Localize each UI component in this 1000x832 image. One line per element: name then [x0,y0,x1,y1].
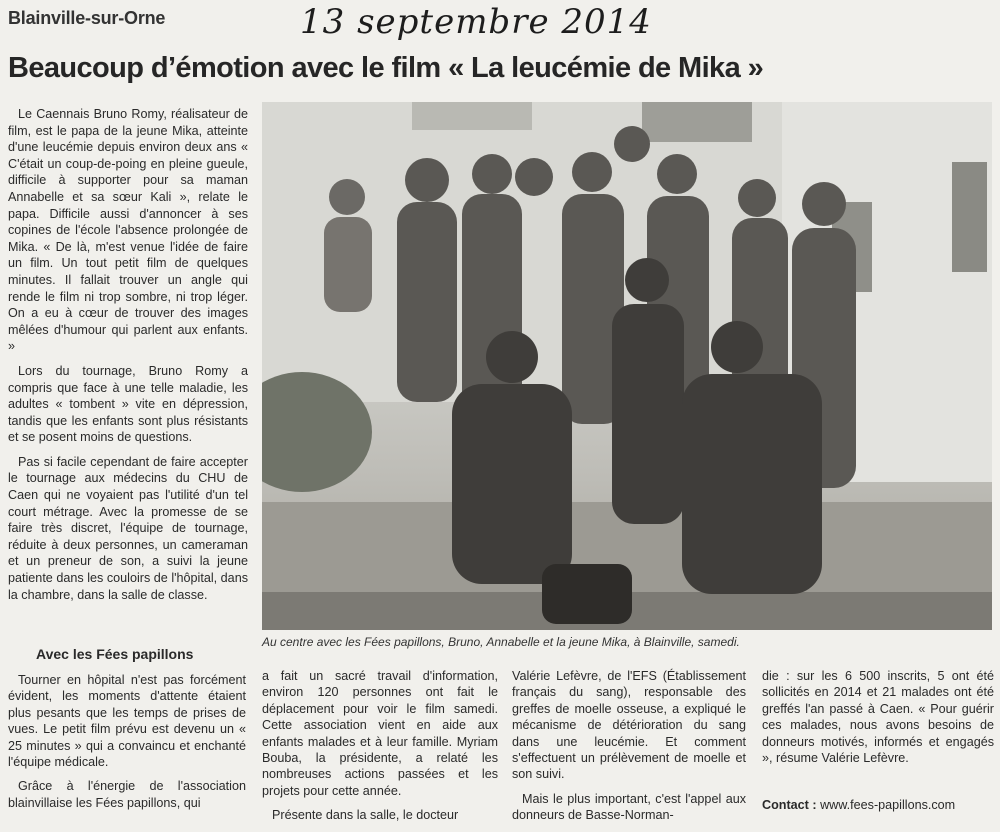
left-text-column [8,106,248,611]
paragraph-screening: a fait un sacré travail d'information, environ 120 personnes ont fait le déplacement pour voir le film samedi. Cette association vient en aide aux enfants malades et à leur famille. Myriam Bouba, la présidente, a relaté les nombreuses actions passées et les projets pour cette année. [262,669,498,798]
locality-heading: Blainville-sur-Orne [8,8,166,28]
contact-line [762,798,955,812]
paragraph-efs: Valérie Lefèvre, de l'EFS (Établissement français du sang), responsable des greffes de moelle osseuse, a expliqué le mécanisme de détérioration du sang dans une leucémie. Et comment s'effectuent un prélèvement de moelle et son suivi. [512,669,746,782]
paragraph-doctor: Présente dans la salle, le docteur [272,808,459,823]
bottom-column-4 [762,668,994,774]
group-photo-illustration [262,102,992,630]
paragraph-filming: Lors du tournage, Bruno Romy a compris que face à une telle maladie, les adultes « tombent » vite en dépression, tandis que les enfants sont plus résistants et se posent moins de questions. [8,363,248,445]
paragraph-association: Grâce à l'énergie de l'association blainvillaise les Fées papillons, qui [8,779,246,810]
contact-link[interactable]: www.fees-papillons.com [820,798,956,812]
bottom-column-1 [8,672,246,819]
article-headline: Beaucoup d’émotion avec le film « La leucémie de Mika » [8,52,764,84]
bottom-column-3 [512,668,746,832]
paragraph-hospital: Pas si facile cependant de faire accepter le tournage aux médecins du CHU de Caen qui ne voyaient pas l'utilité d'un tel court métrage. Avec la promesse de se faire très discret, l'équipe de tournage, réduite à deux personnes, un cameraman et un preneur de son, a suivi la jeune patiente dans les couloirs de l'hôpital, dans la chambre, dans la salle de classe. [8,454,248,602]
paragraph-donors: die : sur les 6 500 inscrits, 5 ont été sollicités en 2014 et 21 malades ont été greffés l'an passé à Caen. « Pour guérir ces malades, nous avons besoins de donneurs motivés, informés et engagés », résume Valérie Lefèvre. [762,669,994,766]
handwritten-date: 13 septembre 2014 [300,2,652,42]
photo-caption: Au centre avec les Fées papillons, Bruno, Annabelle et la jeune Mika, à Blainville, samedi. [262,635,740,649]
section-subhead: Avec les Fées papillons [36,646,194,662]
group-photo [262,102,992,630]
paragraph-appeal: Mais le plus important, c'est l'appel aux donneurs de Basse-Norman- [512,791,746,823]
bottom-column-2 [262,668,498,832]
contact-label: Contact : [762,798,817,812]
paragraph-intro: Le Caennais Bruno Romy, réalisateur de film, est le papa de la jeune Mika, atteinte d'une leucémie depuis environ deux ans « C'était un coup-de-poing en pleine gueule, difficile à supporter pour sa maman Annabelle et sa sœur Kali », relate le papa. Difficile aussi d'annoncer à ses copines de l'école l'absence prolongée de Mika. « De là, m'est venue l'idée de faire un film. Un tout petit film de quelques minutes. Il fallait trouver un angle qui rende le film ni trop sombre, ni trop léger. On a eu à cœur de trouver des images mêlées d'humour qui parlent aux enfants. » [8,107,248,354]
paragraph-shooting: Tourner en hôpital n'est pas forcément évident, les moments d'attente étaient plus pesants que les temps de prises de vues. Le petit film prévu est devenu un « 25 minutes » qui a convaincu et enchanté l'équipe médicale. [8,673,246,770]
